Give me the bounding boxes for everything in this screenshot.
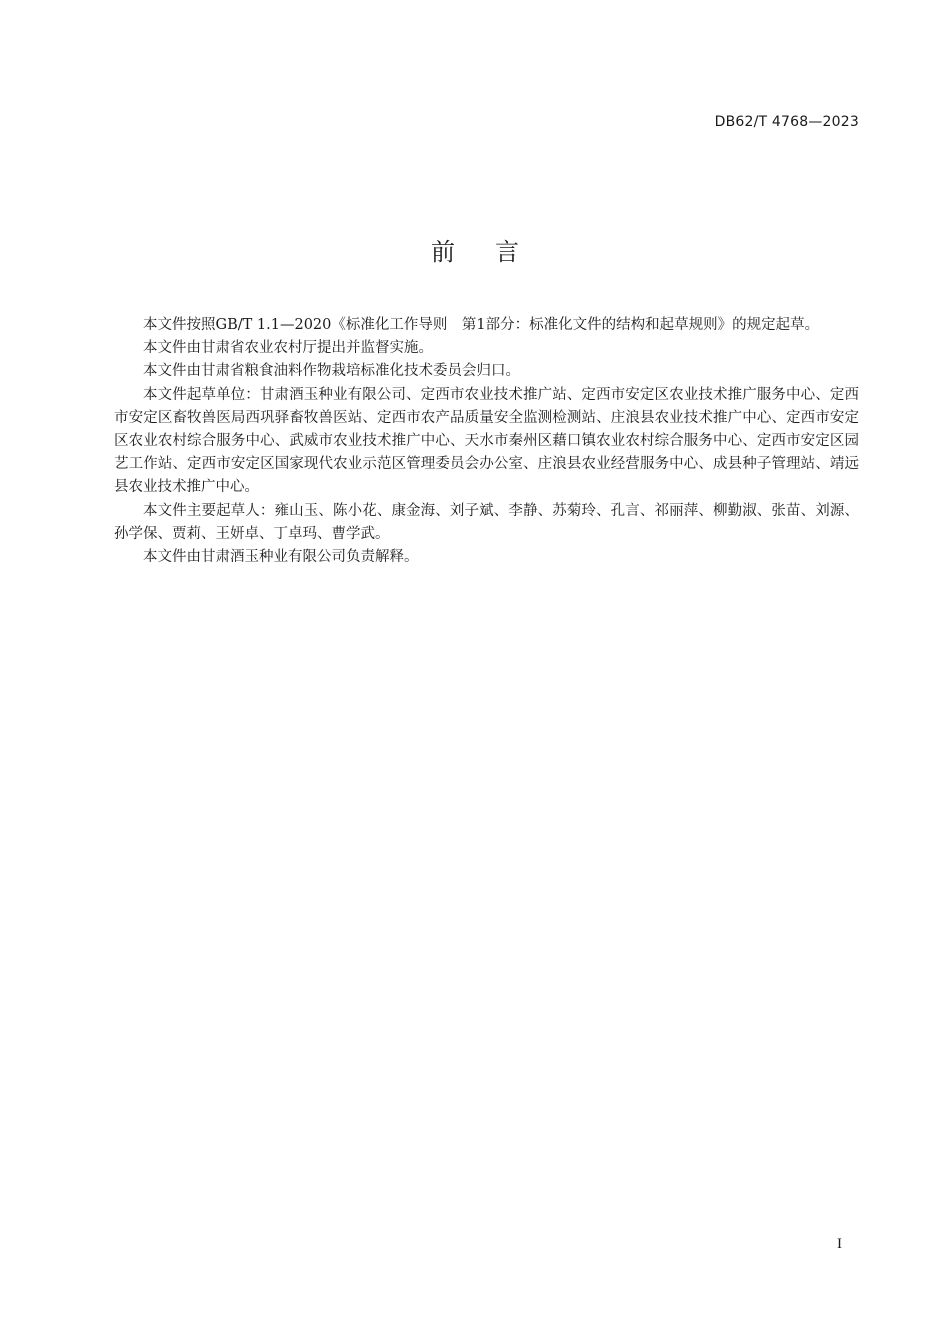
foreword-body (114, 314, 859, 569)
paragraph-drafting-units: 本文件起草单位：甘肃酒玉种业有限公司、定西市农业技术推广站、定西市安定区农业技术推广服务中心、定西市安定区畜牧兽医局西巩驿畜牧兽医站、定西市农产品质量安全监测检测站、庄浪县农业技术推广中心、定西市安定区农业农村综合服务中心、武威市农业技术推广中心、天水市秦州区藉口镇农业农村综合服务中心、定西市安定区园艺工作站、定西市安定区国家现代农业示范区管理委员会办公室、庄浪县农业经营服务中心、成县种子管理站、靖远县农业技术推广中心。 (114, 386, 859, 496)
page-title: 前言 (431, 238, 559, 266)
paragraph-drafting-rules: 本文件按照GB/T 1.1—2020《标准化工作导则 第1部分：标准化文件的结构和起草规则》的规定起草。 (143, 317, 820, 333)
paragraph-centralized: 本文件由甘肃省粮食油料作物栽培标准化技术委员会归口。 (143, 363, 520, 380)
page-number: I (837, 1236, 842, 1252)
standard-code: DB62/T 4768—2023 (714, 114, 859, 130)
paragraph-proposer: 本文件由甘肃省农业农村厅提出并监督实施。 (143, 340, 433, 357)
paragraph-interpretation: 本文件由甘肃酒玉种业有限公司负责解释。 (143, 549, 419, 566)
paragraph-drafters: 本文件主要起草人：雍山玉、陈小花、康金海、刘子斌、李静、苏菊玲、孔言、祁丽萍、柳勤淑、张苗、刘源、孙学保、贾莉、王妍卓、丁卓玛、曹学武。 (114, 502, 859, 542)
